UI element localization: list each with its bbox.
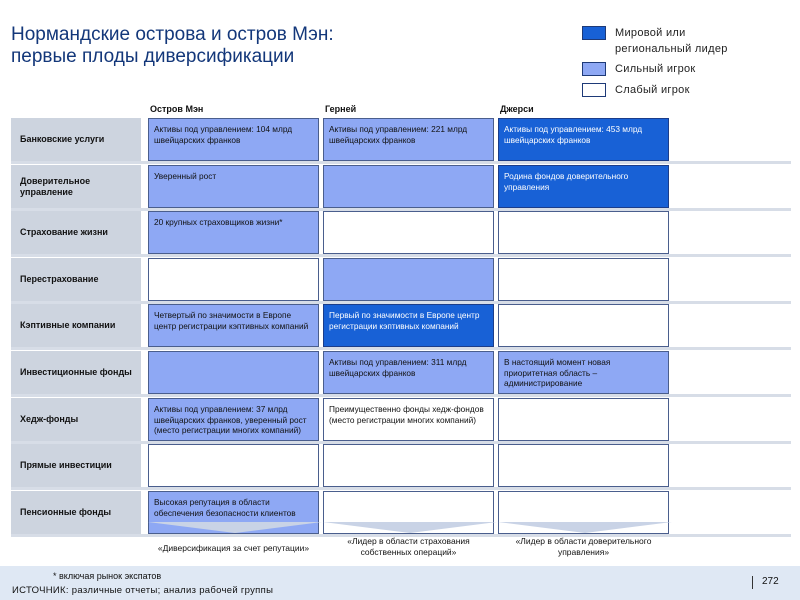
matrix-cell (323, 444, 494, 487)
matrix-cell: Активы под управлением: 453 млрд швейцарских франков (498, 118, 669, 161)
matrix-cell (498, 444, 669, 487)
matrix-cell: Высокая репутация в области обеспечения безопасности клиентов (148, 491, 319, 534)
legend-label-weak: Слабый игрок (615, 84, 690, 96)
matrix-cell (148, 444, 319, 487)
matrix-cell: Активы под управлением: 311 млрд швейцарских франков (323, 351, 494, 394)
legend-label-leader-line2: региональный лидер (615, 43, 728, 55)
matrix-cell: Первый по значимости в Европе центр регистрации кэптивных компаний (323, 304, 494, 347)
matrix-cell: Активы под управлением: 221 млрд швейцарских франков (323, 118, 494, 161)
row-label: Инвестиционные фонды (11, 351, 141, 394)
quote-guernsey: «Лидер в области страхования собственных операций» (347, 536, 470, 557)
matrix-cell: Преимущественно фонды хедж-фондов (место регистрации многих компаний) (323, 398, 494, 441)
matrix-cell: Четвертый по значимости в Европе центр регистрации кэптивных компаний (148, 304, 319, 347)
row-divider (11, 487, 791, 490)
row-label: Пенсионные фонды (11, 491, 141, 534)
chevron-down-icon (323, 522, 497, 534)
matrix-cell (148, 258, 319, 301)
row-label: Прямые инвестиции (11, 444, 141, 487)
row-divider (11, 394, 791, 397)
legend-label-strong: Сильный игрок (615, 63, 696, 75)
row-label: Перестрахование (11, 258, 141, 301)
row-label: Доверительное управление (11, 165, 141, 208)
column-header-isle-of-man: Остров Мэн (150, 104, 204, 114)
matrix-cell: Уверенный рост (148, 165, 319, 208)
source-note: ИСТОЧНИК: различные отчеты; анализ рабочей группы (12, 585, 274, 596)
legend-label-leader-line1: Мировой или (615, 27, 686, 39)
legend-swatch-strong (582, 62, 606, 76)
matrix-cell: Родина фондов доверительного управления (498, 165, 669, 208)
row-divider (11, 347, 791, 350)
column-header-jersey: Джерси (500, 104, 534, 114)
legend-label-leader (615, 26, 728, 56)
title-line-2: первые плоды диверсификации (11, 46, 295, 67)
matrix-cell (498, 211, 669, 254)
matrix-cell: 20 крупных страховщиков жизни* (148, 211, 319, 254)
column-header-guernsey: Герней (325, 104, 357, 114)
matrix-cell (498, 258, 669, 301)
row-divider (11, 254, 791, 257)
legend-swatch-weak (582, 83, 606, 97)
matrix-cell (498, 398, 669, 441)
quote-isle-of-man: «Диверсификация за счет репутации» (157, 543, 310, 553)
row-label: Кэптивные компании (11, 304, 141, 347)
matrix-cell (148, 351, 319, 394)
quote-jersey: «Лидер в области доверительного управления» (515, 536, 652, 557)
matrix-cell: Активы под управлением: 37 млрд швейцарских франков, уверенный рост (место регистрации многих компаний) (148, 398, 319, 441)
footnote: * включая рынок экспатов (53, 571, 162, 581)
matrix-cell: В настоящий момент новая приоритетная область – администрирование (498, 351, 669, 394)
page-number: 272 (762, 576, 779, 587)
row-label: Страхование жизни (11, 211, 141, 254)
chevron-down-icon (148, 522, 322, 534)
chevron-down-icon (498, 522, 672, 534)
row-label: Банковские услуги (11, 118, 141, 161)
matrix-cell (323, 165, 494, 208)
matrix-cell (323, 258, 494, 301)
page-title (11, 24, 451, 68)
page-divider (752, 576, 753, 589)
title-line-1: Нормандские острова и остров Мэн: (11, 24, 334, 45)
matrix-cell (498, 304, 669, 347)
legend-swatch-leader (582, 26, 606, 40)
matrix-cell: Активы под управлением: 104 млрд швейцарских франков (148, 118, 319, 161)
row-divider (11, 161, 791, 164)
row-label: Хедж-фонды (11, 398, 141, 441)
matrix-cell (323, 211, 494, 254)
